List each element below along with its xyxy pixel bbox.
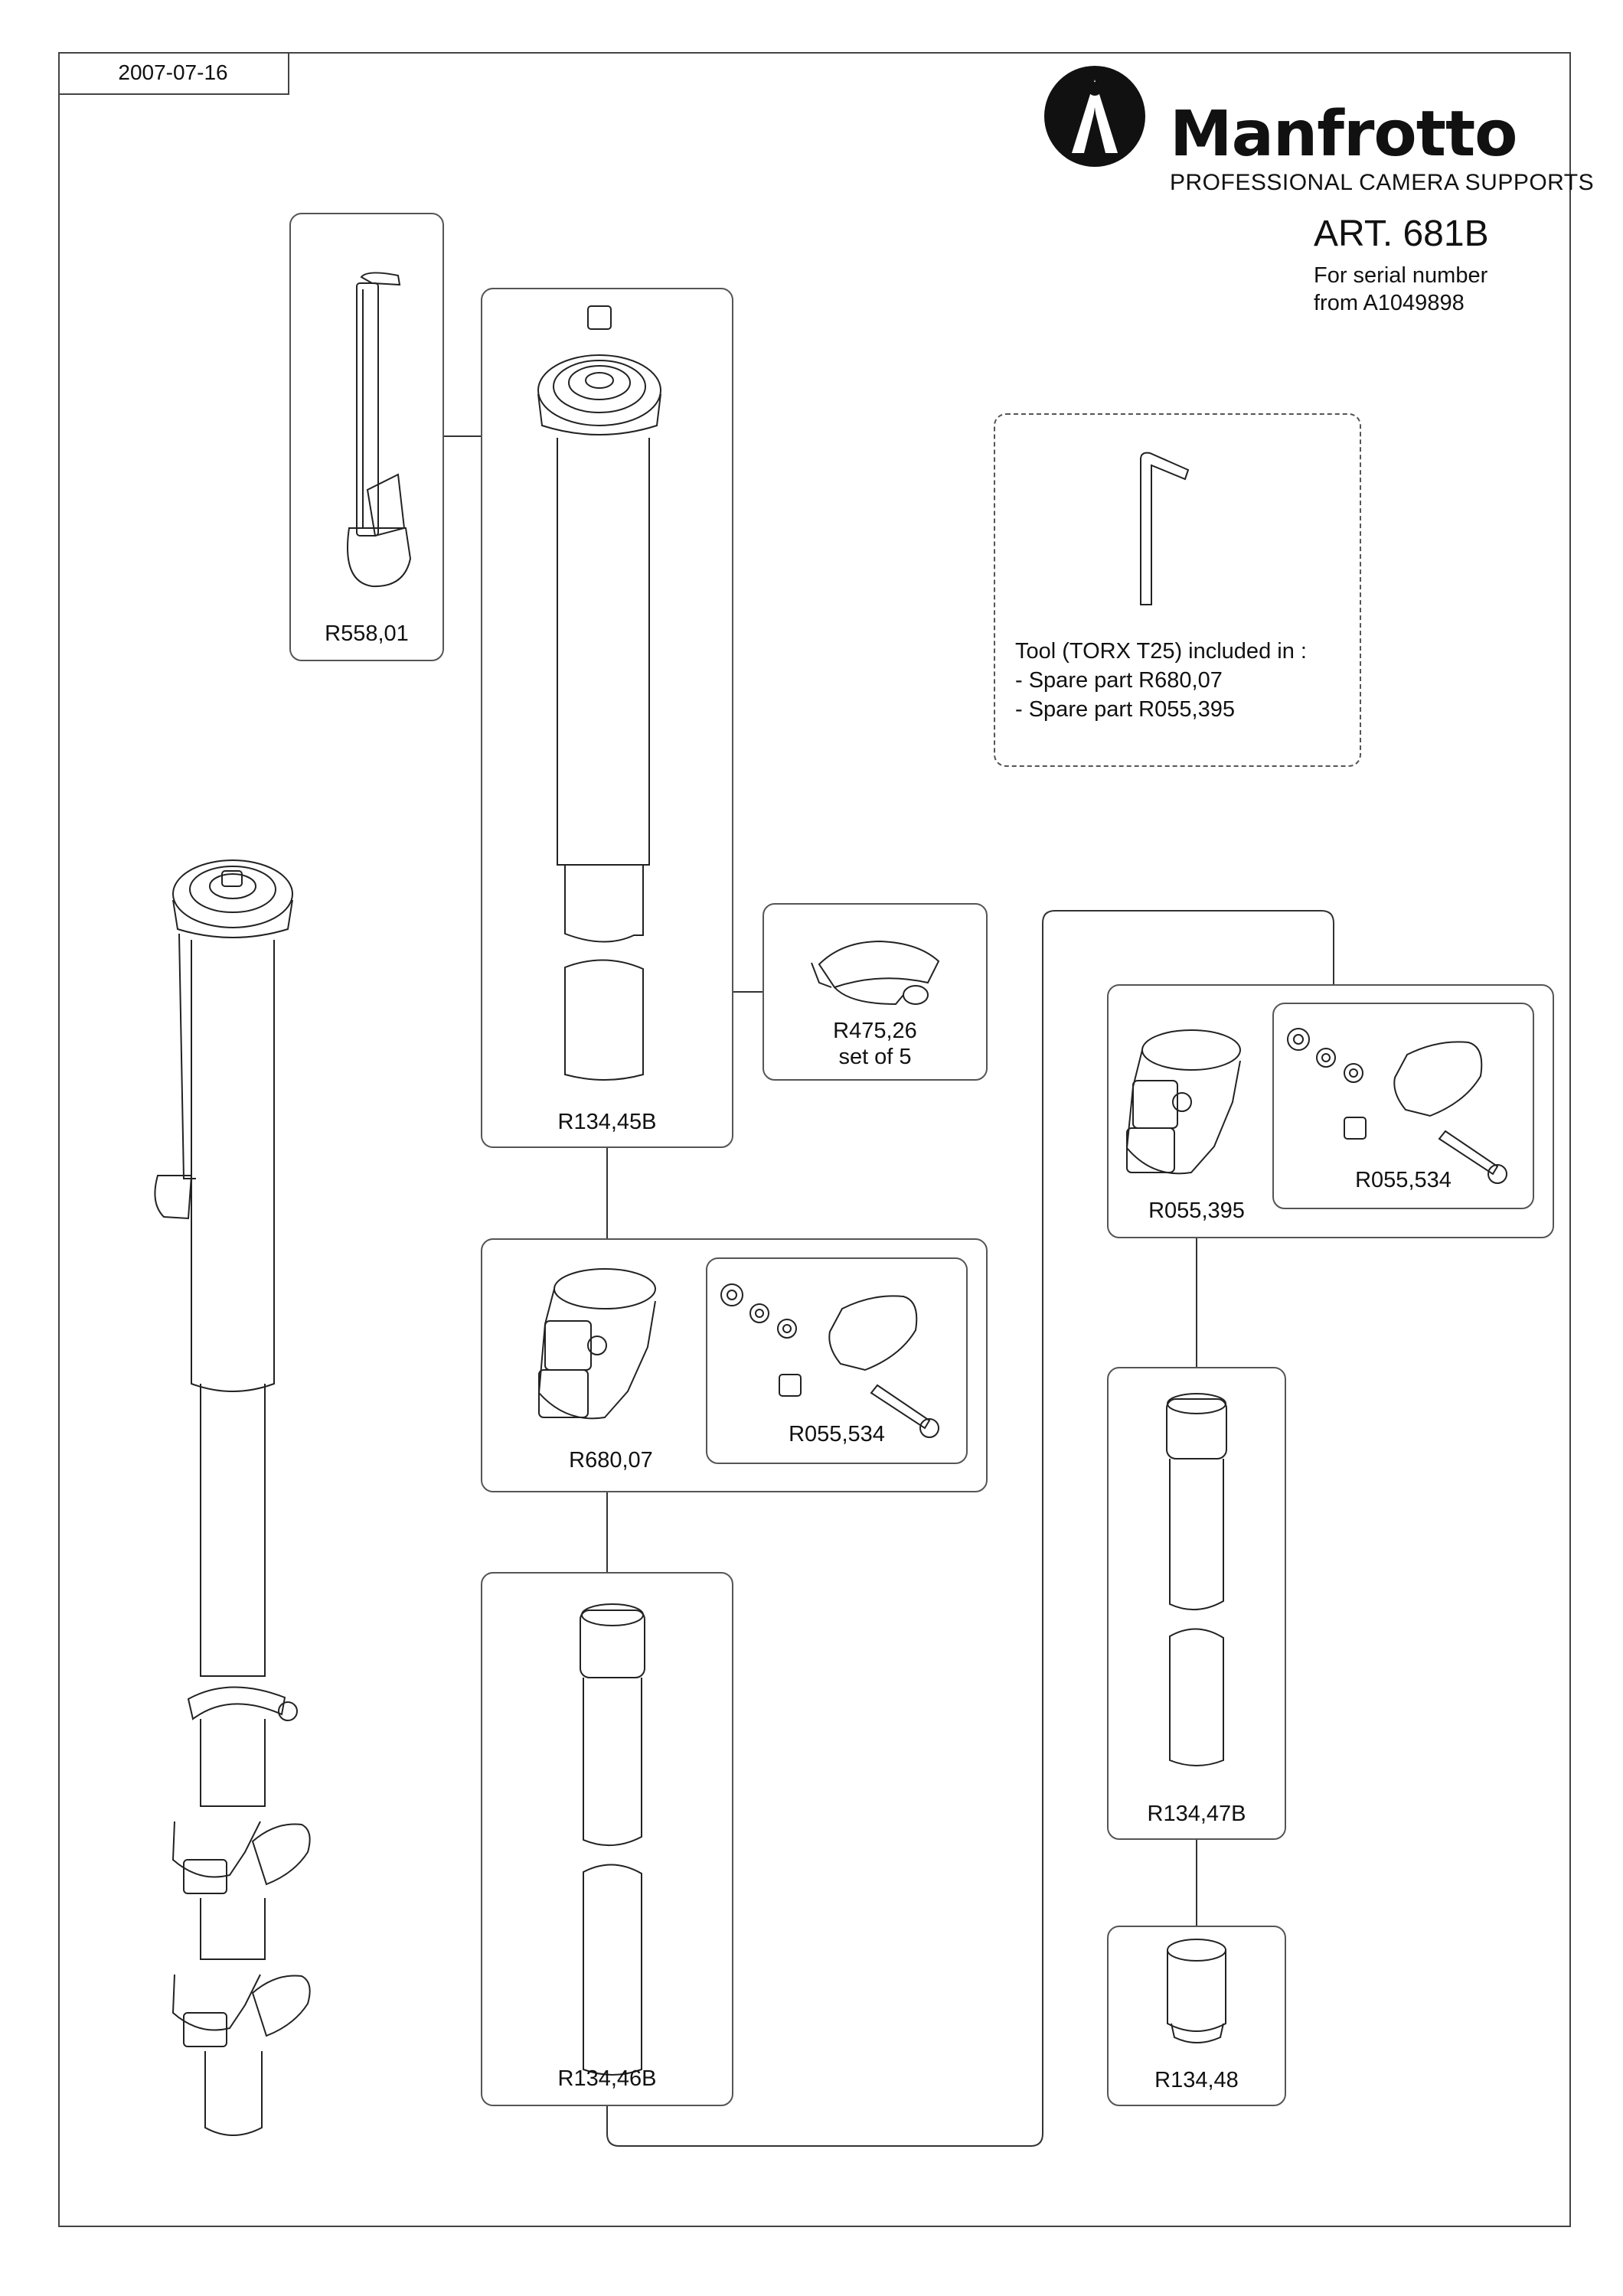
part-label-r134-45b: R134,45B — [557, 1110, 657, 1134]
collar-clip-icon — [812, 941, 939, 1004]
tool-note-line3: - Spare part R055,395 — [1015, 697, 1235, 722]
tool-note-line2: - Spare part R680,07 — [1015, 668, 1223, 693]
part-label-r055-395: R055,395 — [1148, 1199, 1245, 1223]
rubber-foot-icon — [1167, 1939, 1226, 2043]
part-label-r475-line1: R475,26 — [833, 1019, 917, 1043]
part-label-r134-47b: R134,47B — [1147, 1802, 1246, 1826]
top-column-icon — [538, 306, 661, 1080]
part-label-r134-48: R134,48 — [1154, 2068, 1239, 2092]
clip-strip-icon — [348, 272, 410, 586]
leg-clamp-icon — [539, 1269, 655, 1418]
connector-line — [607, 911, 1334, 2146]
assembled-monopod-icon — [155, 860, 309, 2135]
part-label-r558: R558,01 — [325, 621, 409, 646]
part-label-r055-534-a: R055,534 — [789, 1422, 885, 1446]
part-label-r680: R680,07 — [569, 1448, 653, 1473]
part-label-r475-line2: set of 5 — [838, 1045, 912, 1069]
leg-tube-icon — [580, 1604, 645, 2075]
tool-note-line1: Tool (TORX T25) included in : — [1015, 639, 1307, 664]
part-label-r475 — [763, 1018, 988, 1070]
date-box: 2007-07-16 — [58, 52, 289, 95]
part-label-r055-534-b: R055,534 — [1355, 1168, 1452, 1192]
article-number: ART. 681B — [1314, 214, 1489, 254]
serial-line-1: For serial number — [1314, 263, 1488, 288]
torx-key-icon — [1141, 453, 1188, 605]
serial-line-2: from A1049898 — [1314, 291, 1465, 315]
hardware-set-icon — [721, 1284, 939, 1437]
tool-note — [1015, 637, 1307, 724]
hardware-set-icon — [1288, 1029, 1507, 1183]
part-label-r134-46b: R134,46B — [557, 2066, 657, 2091]
leg-clamp-icon — [1127, 1030, 1240, 1173]
brand-tagline: PROFESSIONAL CAMERA SUPPORTS — [1170, 170, 1595, 195]
brand-name: Manfrotto — [1170, 98, 1517, 171]
leg-tube-icon — [1167, 1394, 1226, 1766]
